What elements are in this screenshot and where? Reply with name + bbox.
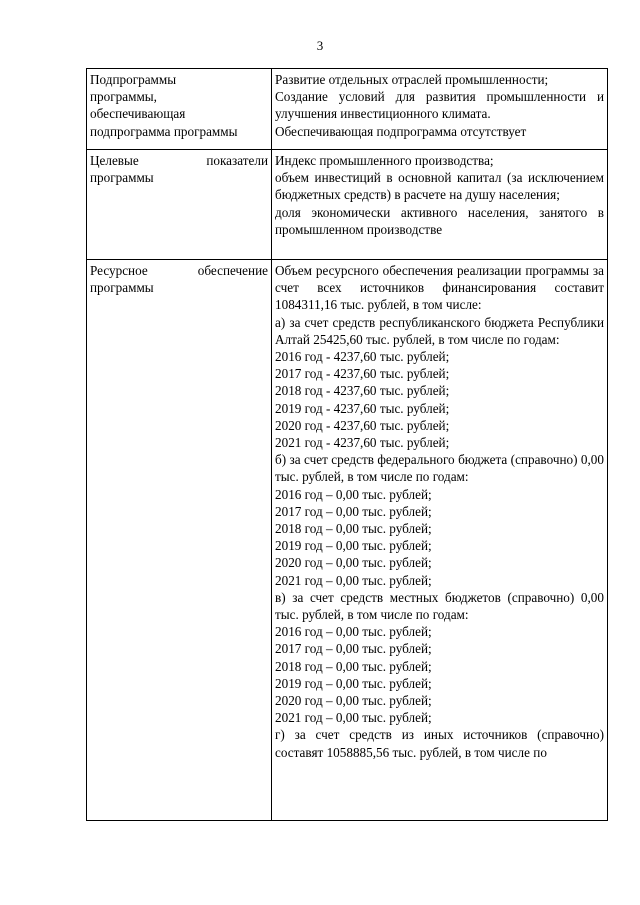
value-paragraph: 2020 год - 4237,60 тыс. рублей;: [275, 417, 450, 433]
label-line: программы: [90, 280, 154, 296]
value-cell-target-indicators: [272, 150, 608, 260]
value-paragraph: объем инвестиций в основной капитал (за исключением бюджетных средств) в расчете на душу населения;: [275, 170, 604, 203]
value-paragraph: 2021 год – 0,00 тыс. рублей;: [275, 572, 432, 588]
value-paragraph: 2020 год – 0,00 тыс. рублей;: [275, 693, 432, 709]
program-passport-table: [86, 68, 608, 821]
label-line: Подпрограммы: [90, 72, 177, 87]
value-paragraph: в) за счет средств местных бюджетов (справочно) 0,00 тыс. рублей, в том числе по годам:: [275, 589, 604, 623]
table-row-resource-support: [87, 260, 608, 821]
value-paragraph: 2017 год – 0,00 тыс. рублей;: [275, 503, 432, 519]
page-number: 3: [316, 38, 324, 53]
value-paragraph: 2016 год – 0,00 тыс. рублей;: [275, 624, 432, 640]
label-line: программы,: [90, 89, 157, 105]
value-paragraph: 2019 год – 0,00 тыс. рублей;: [275, 538, 432, 554]
label-word: Ресурсное: [90, 263, 148, 278]
value-paragraph: Объем ресурсного обеспечения реализации программы за счет всех источников финансирования составит 1084311,16 тыс. рублей, в том числе:: [275, 263, 604, 313]
label-line: подпрограмма программы: [90, 123, 238, 139]
label-cell-subprograms: [87, 69, 272, 150]
value-paragraph: 2017 год – 0,00 тыс. рублей;: [275, 641, 432, 657]
value-cell-subprograms: [272, 69, 608, 150]
value-paragraph: а) за счет средств республиканского бюджета Республики Алтай 25425,60 тыс. рублей, в том числе по годам:: [275, 314, 604, 347]
value-paragraph: Создание условий для развития промышленности и улучшения инвестиционного климата.: [275, 89, 604, 122]
value-paragraph: 2021 год - 4237,60 тыс. рублей;: [275, 435, 450, 451]
value-paragraph: 2016 год - 4237,60 тыс. рублей;: [275, 349, 450, 365]
value-paragraph: 2018 год - 4237,60 тыс. рублей;: [275, 383, 450, 399]
value-paragraph: Обеспечивающая подпрограмма отсутствует: [275, 123, 527, 139]
label-line: [90, 152, 268, 169]
value-cell-resource-support: [272, 260, 608, 821]
label-word: показатели: [206, 153, 268, 168]
value-paragraph: 2019 год – 0,00 тыс. рублей;: [275, 675, 432, 691]
value-paragraph: б) за счет средств федерального бюджета (справочно) 0,00 тыс. рублей, в том числе по годам:: [275, 452, 604, 485]
value-paragraph: Развитие отдельных отраслей промышленности;: [275, 72, 549, 87]
label-cell-target-indicators: [87, 150, 272, 260]
label-line: программы: [90, 170, 154, 186]
label-word: Целевые: [90, 153, 139, 168]
label-line: обеспечивающая: [90, 106, 186, 122]
value-paragraph: г) за счет средств из иных источников (справочно) составят 1058885,56 тыс. рублей, в том числе по: [275, 727, 604, 760]
label-cell-resource-support: [87, 260, 272, 821]
label-word: обеспечение: [197, 263, 268, 278]
value-paragraph: 2019 год - 4237,60 тыс. рублей;: [275, 400, 450, 416]
value-paragraph: 2021 год – 0,00 тыс. рублей;: [275, 710, 432, 726]
value-paragraph: 2016 год – 0,00 тыс. рублей;: [275, 486, 432, 502]
value-paragraph: доля экономически активного населения, занятого в промышленном производстве: [275, 204, 604, 237]
value-paragraph: Индекс промышленного производства;: [275, 153, 494, 168]
value-paragraph: 2017 год - 4237,60 тыс. рублей;: [275, 366, 450, 382]
value-paragraph: 2018 год – 0,00 тыс. рублей;: [275, 658, 432, 674]
table-row-subprograms: [87, 69, 608, 150]
value-paragraph: 2020 год – 0,00 тыс. рублей;: [275, 555, 432, 571]
table-row-target-indicators: [87, 150, 608, 260]
label-line: [90, 262, 268, 279]
value-paragraph: 2018 год – 0,00 тыс. рублей;: [275, 521, 432, 537]
